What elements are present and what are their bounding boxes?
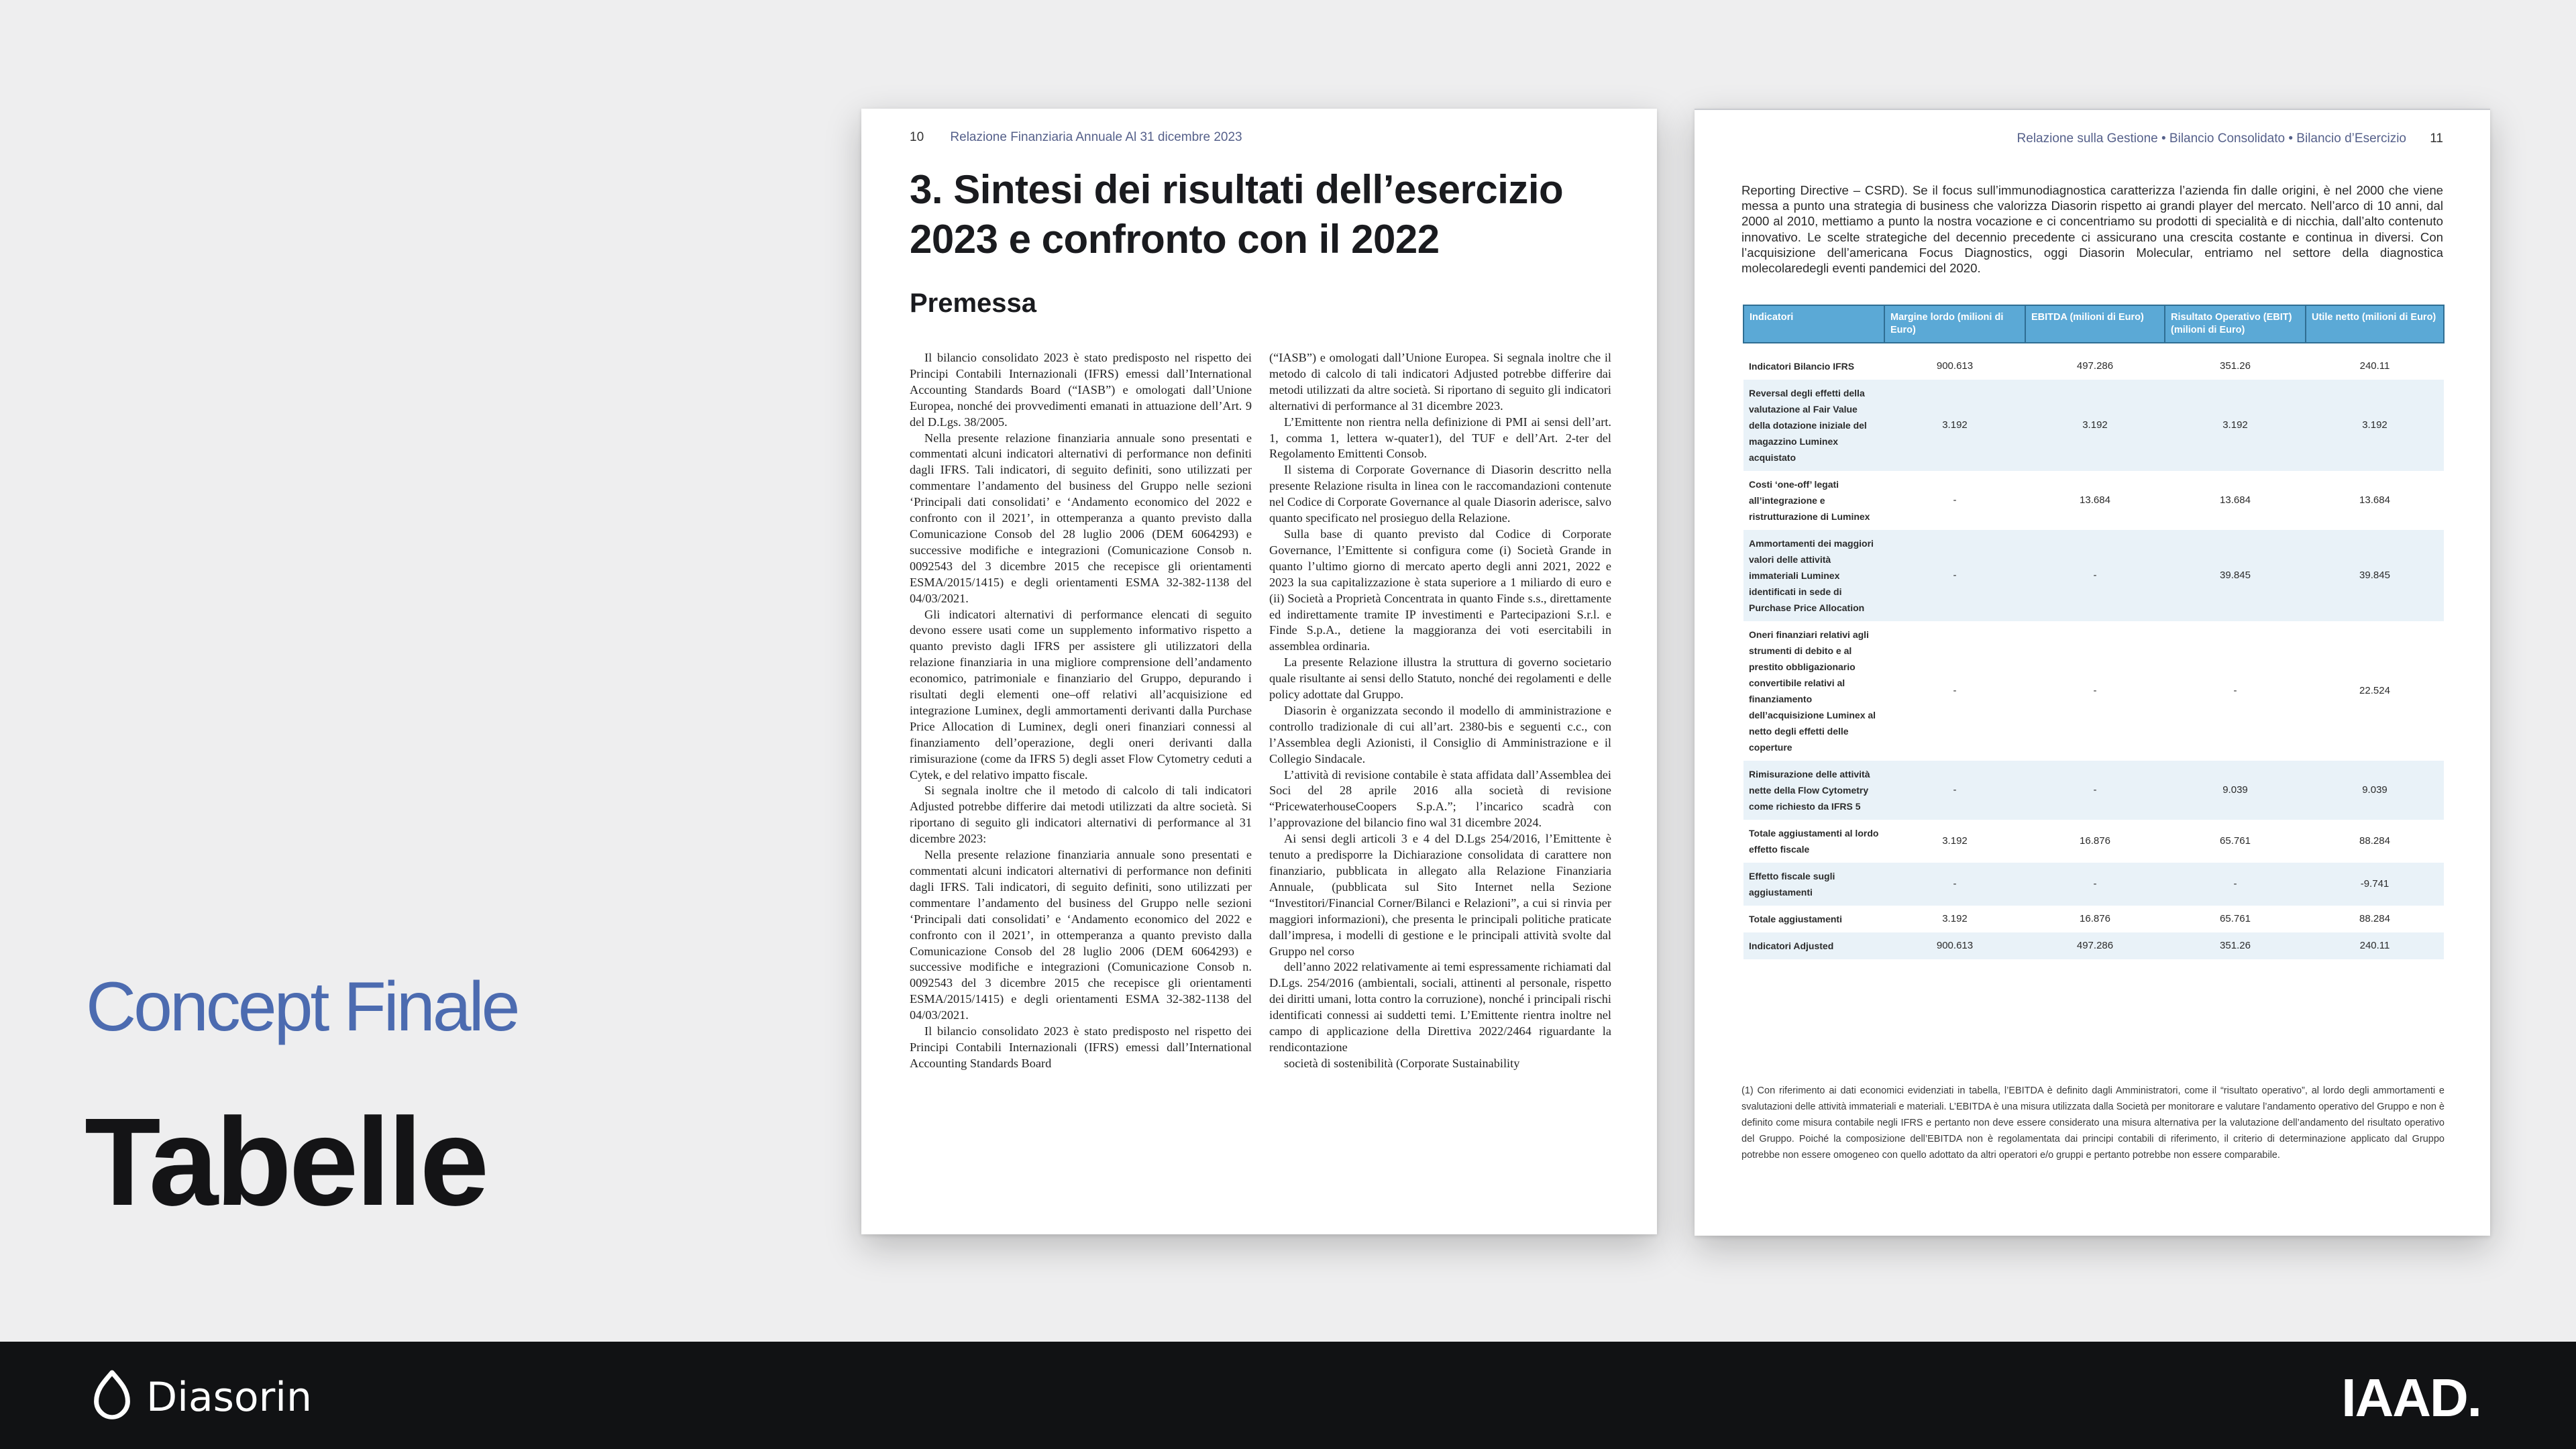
cell-value: 497.286 (2076, 360, 2114, 372)
cell-value: 240.11 (2359, 360, 2390, 372)
paragraph: dell’anno 2022 relativamente ai temi espressamente richiamati dal D.Lgs. 254/2016 (ambientali, sociali, attinenti al personale, rispetto dei diritti umani, lotta contro la corruzione), nonché i principali rischi identificati connessi ai suddetti temi. L’Emittente rientra inoltre nel campo di applicazione della Direttiva 2022/2464 riguardante la rendicontazione (1269, 960, 1611, 1054)
paragraph: Il sistema di Corporate Governance di Diasorin descritto nella presente Relazione risulta in linea con le raccomandazioni contenute nel Codice di Corporate Governance al quale Diasorin aderisce, salvo quanto specificato nel prosieguo della Relazione. (1269, 463, 1611, 525)
table-row (1743, 906, 2444, 932)
cell-value: 16.876 (2080, 835, 2110, 847)
paragraph: società di sostenibilità (Corporate Sustainability (1284, 1056, 1520, 1070)
running-head-left (910, 130, 1242, 145)
cell-value: 240.11 (2306, 932, 2444, 959)
cell-value: 900.613 (1936, 360, 1974, 372)
cell-value: 39.845 (2306, 530, 2444, 621)
drop-logo-icon (86, 1368, 138, 1426)
concept-label: Concept Finale (86, 968, 518, 1046)
table-row (1743, 621, 2444, 761)
cell-value: - (2025, 530, 2165, 621)
cell-value: 3.192 (2025, 380, 2165, 471)
table-row (1743, 471, 2444, 530)
row-label: Oneri finanziari relativi agli strumenti di debito e al prestito obbligazionario convertibile relativi al finanziamento dell’acquisizione Luminex al netto degli effetti delle coperture (1749, 629, 1876, 753)
cell-value: 351.26 (2165, 932, 2306, 959)
cell-value: 13.684 (2080, 494, 2110, 506)
running-head-text: Relazione sulla Gestione • Bilancio Consolidato • Bilancio d’Esercizio (2017, 131, 2406, 146)
cell-value: 13.684 (2359, 494, 2390, 506)
section-title: 3. Sintesi dei risultati dell’esercizio 2023 e confronto con il 2022 (910, 167, 1564, 262)
row-label: Totale aggiustamenti (1749, 914, 1842, 924)
cell-value: 88.284 (2359, 835, 2390, 847)
table-row (1743, 380, 2444, 471)
row-label: Effetto fiscale sugli aggiustamenti (1743, 863, 1884, 906)
table-header-row (1743, 305, 2444, 343)
cell-value: 3.192 (2306, 380, 2444, 471)
table-row (1743, 932, 2444, 959)
document-page-right (1695, 109, 2490, 1236)
row-label: Costi ‘one-off’ legati all’integrazione e ristrutturazione di Luminex (1749, 479, 1870, 522)
table-row (1743, 863, 2444, 906)
cell-value: - (1884, 863, 2025, 906)
row-label: Rimisurazione delle attività nette della Flow Cytometry come richiesto da IFRS 5 (1743, 761, 1884, 820)
cell-value: - (1884, 761, 2025, 820)
cell-value: 65.761 (2220, 835, 2251, 847)
paragraph: Gli indicatori alternativi di performance elencati di seguito devono essere usati come un supplemento informativo rispetto a quanto previsto dagli IFRS per assistere gli utilizzatori della relazione finanziaria in una migliore comprensione dell’andamento economico, patrimoniale e finanziario del Gruppo, depurando i risultati degli elementi one–off relativi all’acquisizione ed integrazione Luminex, degli ammortamenti derivanti dalla Purchase Price Allocation di Luminex, degli oneri finanziari connessi al finanziamento dell’operazione, degli oneri derivanti dalla rimisurazione (come da IFRS 5) degli asset Flow Cytometry ceduti a Cytek, e del relativo impatto fiscale. (910, 607, 1252, 782)
text-column-1 (910, 350, 1252, 1216)
row-label: Indicatori Adjusted (1743, 932, 1884, 959)
cell-value: - (1884, 530, 2025, 621)
running-head-text: Relazione Finanziaria Annuale Al 31 dicembre 2023 (950, 130, 1242, 144)
paragraph: Nella presente relazione finanziaria annuale sono presentati e commentati alcuni indicatori alternativi di performance non definiti dagli IFRS. Tali indicatori, di seguito definiti, sono utilizzati per commentare l’andamento del business del Gruppo nelle sezioni ‘Principali dati consolidati’ e ‘Andamento economico del 2022 e confronto con il 2021’, in ottemperanza a quanto previsto dalla Comunicazione Consob del 28 luglio 2006 (DEM 6064293) e successive modifiche e integrazioni (Comunicazione Consob n. 0092543 del 3 dicembre 2015 che recepisce gli orientamenti ESMA/2015/1415) e degli orientamenti ESMA 32-382-1138 del 04/03/2021. (910, 431, 1252, 605)
cell-value: - (2025, 863, 2165, 906)
cell-value: -9.741 (2306, 863, 2444, 906)
cell-value: - (2093, 685, 2097, 696)
table-spacer (1743, 343, 2444, 353)
cell-value: 3.192 (1884, 380, 2025, 471)
cell-value: 900.613 (1884, 932, 2025, 959)
section-subtitle: Premessa (910, 288, 1037, 318)
cell-value: - (1953, 685, 1957, 696)
cell-value: 497.286 (2025, 932, 2165, 959)
iaad-logo: IAAD. (2341, 1368, 2481, 1428)
column-header: Margine lordo (milioni di Euro) (1884, 305, 2025, 343)
paragraph: Ai sensi degli articoli 3 e 4 del D.Lgs 254/2016, l’Emittente è tenuto a predisporre la Dichiarazione consolidata di carattere non finanziario, pubblicata in allegato alla Relazione Finanziaria Annuale, (pubblicata sul Sito Internet nella Sezione “Investitori/Financial Corner/Bilanci e Relazioni”, a cui si rinvia per maggiori informazioni), che presenta le principali politiche praticate dall’impresa, i modelli di gestione e le principali attività svolte dal Gruppo nel corso (1269, 832, 1611, 958)
paragraph: Il bilancio consolidato 2023 è stato predisposto nel rispetto dei Principi Contabili Internazionali (IFRS) emessi dall’International Accounting Standards Board (“IASB”) e omologati dall’Unione Europea, nonché dei provvedimenti emanati in attuazione dell’Art. 9 del D.Lgs. 38/2005. (910, 351, 1252, 429)
column-header: EBITDA (milioni di Euro) (2025, 305, 2165, 343)
text-column-2 (1269, 350, 1611, 1216)
cell-value: - (1953, 494, 1957, 506)
paragraph: L’attività di revisione contabile è stata affidata dall’Assemblea dei Soci del 28 aprile 2016 alla società di revisione “PricewaterhouseCoopers S.p.A.”; l’incarico scadrà con l’approvazione del bilancio fino wal 31 dicembre 2024. (1269, 767, 1611, 830)
cell-value: 9.039 (2165, 761, 2306, 820)
paragraph: L’Emittente non rientra nella definizione di PMI ai sensi dell’art. 1, comma 1, lettera w-quater1), del TUF e dell’Art. 2-ter del Regolamento Emittenti Consob. (1269, 415, 1611, 461)
row-label: Indicatori Bilancio IFRS (1749, 361, 1855, 372)
cell-value: 3.192 (1942, 835, 1968, 847)
row-label: Ammortamenti dei maggiori valori delle attività immateriali Luminex identificati in sede di Purchase Price Allocation (1743, 530, 1884, 621)
cell-value: 351.26 (2220, 360, 2251, 372)
brand-name: Diasorin (146, 1374, 312, 1421)
column-header: Risultato Operativo (EBIT) (milioni di Euro) (2165, 305, 2306, 343)
intro-paragraph: Reporting Directive – CSRD). Se il focus sull’immunodiagnostica caratterizza l’azienda fin dalle origini, è nel 2000 che viene messa a punto una strategia di business che valorizza Diasorin rispetto ai grandi player del mercato. Nell’arco di 10 anni, dal 2000 al 2010, mettiamo a punto la nostra vocazione e ci concentriamo su prodotti di specialità e di nicchia, dall’alto contenuto innovativo. Le scelte strategiche del decennio precedente ci assicurano una crescita costante e continua in diversi. Con l’acquisizione dell’americana Focus Diagnostics, oggi Diasorin Molecular, entriamo nel settore della diagnostica molecolaredegli eventi pandemici del 2020. (1741, 183, 2443, 276)
paragraph: Nella presente relazione finanziaria annuale sono presentati e commentati alcuni indicatori alternativi di performance non definiti dagli IFRS. Tali indicatori, di seguito definiti, sono utilizzati per commentare l’andamento del business del Gruppo nelle sezioni ‘Principali dati consolidati’ e ‘Andamento economico del 2022 e confronto con il 2021’, in ottemperanza a quanto previsto dalla Comunicazione Consob del 28 luglio 2006 (DEM 6064293) e successive modifiche e integrazioni (Comunicazione Consob n. 0092543 del 3 dicembre 2015 che recepisce gli orientamenti ESMA/2015/1415) e degli orientamenti ESMA 32-382-1138 del 04/03/2021. (910, 848, 1252, 1022)
table-row (1743, 761, 2444, 820)
row-label: Reversal degli effetti della valutazione al Fair Value della dotazione iniziale del magazzino Luminex acquistato (1743, 380, 1884, 471)
cell-value: - (2025, 761, 2165, 820)
diasorin-logo (86, 1368, 312, 1426)
column-header: Indicatori (1743, 305, 1884, 343)
cell-value: 16.876 (2080, 913, 2110, 924)
paragraph: La presente Relazione illustra la struttura di governo societario quale risultante ai sensi dello Statuto, nonché dei regolamenti e delle policy adottate dal Gruppo. (1269, 655, 1611, 702)
table-row (1743, 353, 2444, 380)
cell-value: 13.684 (2220, 494, 2251, 506)
page-number: 10 (910, 130, 924, 144)
cell-value: 39.845 (2165, 530, 2306, 621)
cell-value: 22.524 (2359, 685, 2390, 696)
cell-value: - (2233, 685, 2237, 696)
slide-title: Tabelle (85, 1093, 487, 1232)
cell-value: 9.039 (2306, 761, 2444, 820)
paragraph: Sulla base di quanto previsto dal Codice di Corporate Governance, l’Emittente si configura come (i) Società Grande in quanto l’ultimo giorno di mercato aperto degli anni 2021, 2022 e 2023 la sua capitalizzazione è stata superiore a 1 miliardo di euro e (ii) Società a Proprietà Concentrata in quanto Finde s.s., direttamente ed indirettamente tramite IP investimenti e Partecipazioni S.r.l. e Finde S.p.A., detiene la maggioranza dei voti esercitabili in assemblea ordinaria. (1269, 527, 1611, 653)
paragraph: Il bilancio consolidato 2023 è stato predisposto nel rispetto dei Principi Contabili Internazionali (IFRS) emessi dall’International Accounting Standards Board (910, 1024, 1252, 1070)
financial-indicators-table (1743, 305, 2445, 959)
page-number: 11 (2430, 131, 2443, 146)
table-footnote: (1) Con riferimento ai dati economici evidenziati in tabella, l’EBITDA è definito dagli Amministratori, come il “risultato operativo”, al lordo degli ammortamenti e svalutazioni delle attività immateriali e materiali. L’EBITDA è una misura utilizzata dalla Società per monitorare e valutare l’andamento operativo del Gruppo e non è definito come misura contabile negli IFRS e pertanto non deve essere considerato una misura alternativa per la valutazione dell’andamento del risultato operativo del Gruppo. Poiché la composizione dell’EBITDA non è regolamentata dai principi contabili di riferimento, il criterio di determinazione applicato dal Gruppo potrebbe non essere omogeneo con quello adottato da altri operatori e/o gruppi e pertanto potrebbe non essere comparabile. (1741, 1085, 2445, 1161)
row-label: Totale aggiustamenti al lordo effetto fiscale (1749, 828, 1879, 855)
document-page-left (861, 109, 1657, 1234)
cell-value: 3.192 (1942, 913, 1968, 924)
table-row (1743, 820, 2444, 863)
paragraph: (“IASB”) e omologati dall’Unione Europea. Si segnala inoltre che il metodo di calcolo di tali indicatori Adjusted potrebbe differire dai metodi utilizzati da altre società. Si riportano di seguito gli indicatori alternativi di performance al 31 dicembre 2023. (1269, 351, 1611, 413)
cell-value: - (2165, 863, 2306, 906)
running-head-right (2017, 131, 2443, 146)
footer-bar (0, 1342, 2576, 1449)
paragraph: Diasorin è organizzata secondo il modello di amministrazione e controllo tradizionale di cui all’art. 2380-bis e seguenti c.c., con l’Assemblea degli Azionisti, il Consiglio di Amministrazione e il Collegio Sindacale. (1269, 703, 1611, 765)
cell-value: 88.284 (2359, 913, 2390, 924)
paragraph: Si segnala inoltre che il metodo di calcolo di tali indicatori Adjusted potrebbe differire dai metodi utilizzati da altre società. Si riportano di seguito gli indicatori alternativi di performance al 31 dicembre 2023: (910, 784, 1252, 846)
column-header: Utile netto (milioni di Euro) (2306, 305, 2444, 343)
cell-value: 65.761 (2220, 913, 2251, 924)
table-row (1743, 530, 2444, 621)
cell-value: 3.192 (2165, 380, 2306, 471)
